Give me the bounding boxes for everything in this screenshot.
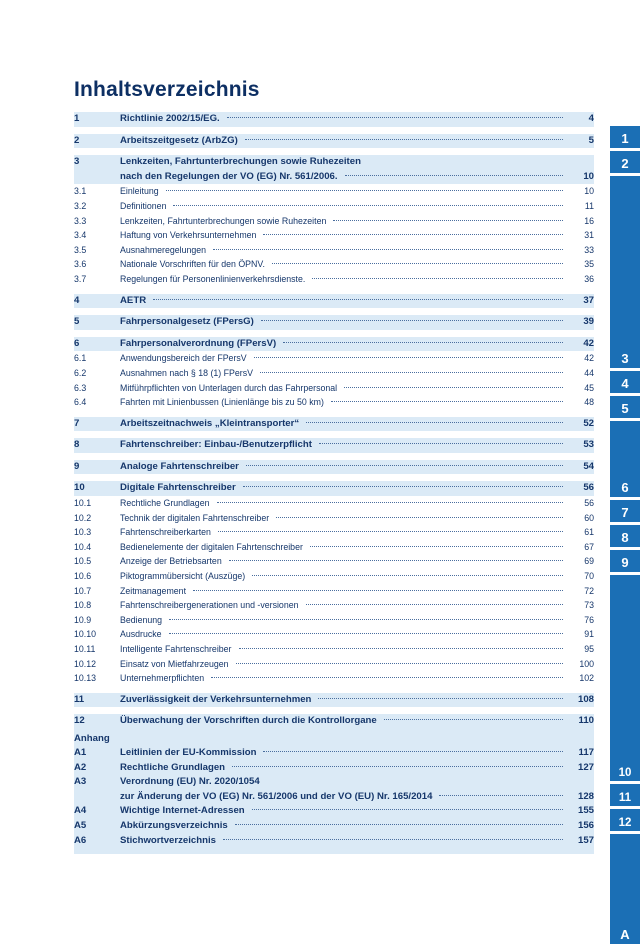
- toc-entry-page: 52: [583, 417, 594, 429]
- leader-dots: [218, 531, 563, 532]
- toc-entry-page: 31: [584, 230, 594, 241]
- toc-entry-number: 5: [74, 316, 80, 328]
- leader-dots: [239, 648, 564, 649]
- toc-entry-number: 3.7: [74, 273, 87, 284]
- toc-entry[interactable]: [74, 540, 594, 555]
- chapter-tab-10[interactable]: [610, 575, 640, 781]
- toc-entry-number: A4: [74, 805, 87, 817]
- toc-entry-number: 9: [74, 460, 80, 472]
- leader-dots: [169, 633, 563, 634]
- toc-entry[interactable]: [74, 243, 594, 258]
- leader-dots: [245, 139, 563, 140]
- toc-entry-page: 69: [584, 556, 594, 567]
- toc-entry-label: Wichtige Internet-Adressen: [120, 805, 245, 817]
- toc-entry-label: Fahrtenschreiberkarten: [120, 527, 211, 538]
- toc-entry[interactable]: [74, 525, 594, 540]
- toc-entry[interactable]: [74, 761, 594, 776]
- toc-entry[interactable]: [74, 671, 594, 686]
- toc-entry-number: 10.2: [74, 512, 92, 523]
- chapter-tab-label: 3: [621, 351, 629, 366]
- toc-entry-label: Fahrpersonalverordnung (FPersV): [120, 337, 277, 349]
- toc-entry-page: 42: [584, 353, 594, 364]
- leader-dots: [261, 320, 563, 321]
- leader-dots: [439, 795, 563, 796]
- toc-entry-page: 91: [584, 629, 594, 640]
- toc-entry-page: 11: [584, 200, 594, 211]
- spacer: [74, 330, 594, 337]
- toc-entry-page: 53: [583, 439, 594, 451]
- chapter-tab-label: 2: [621, 156, 629, 171]
- toc-entry-number: 10.9: [74, 614, 92, 625]
- spacer: [74, 287, 594, 294]
- toc-entry-label: Definitionen: [120, 200, 167, 211]
- toc-entry-label: Anzeige der Betriebsarten: [120, 556, 222, 567]
- toc-entry-number: A6: [74, 834, 87, 846]
- leader-dots: [229, 560, 563, 561]
- toc-entry-page: 48: [584, 397, 594, 408]
- leader-dots: [310, 546, 563, 547]
- toc-entry-page: 39: [583, 316, 594, 328]
- toc-entry-label: Zeitmanagement: [120, 585, 187, 596]
- toc-entry-label: Ausnahmen nach § 18 (1) FPersV: [120, 367, 254, 378]
- toc-entry[interactable]: [74, 598, 594, 613]
- toc-entry-page: 95: [584, 644, 594, 654]
- toc-entry-label: AETR: [120, 294, 147, 306]
- leader-dots: [213, 249, 563, 250]
- toc-entry-label: Rechtliche Grundlagen: [120, 498, 210, 509]
- chapter-tab-12[interactable]: [610, 809, 640, 831]
- toc-entry-label: Arbeitszeitnachweis „Kleintransporter“: [120, 417, 300, 429]
- chapter-tab-label: 8: [621, 530, 629, 545]
- spacer: [74, 453, 594, 460]
- spacer: [74, 431, 594, 438]
- toc-entry-number: 3.5: [74, 244, 87, 255]
- toc-entry-number: 3.1: [74, 186, 87, 197]
- leader-dots: [217, 502, 564, 503]
- toc-entry-number: A2: [74, 761, 87, 773]
- toc-entry-label: Fahrtenschreiber: Einbau-/Benutzerpflicht: [120, 439, 312, 451]
- toc-entry-label: Ausnahmeregelungen: [120, 244, 207, 255]
- toc-entry[interactable]: [74, 460, 594, 475]
- toc-entry-number: 6.4: [74, 397, 87, 408]
- toc-entry[interactable]: [74, 834, 594, 849]
- toc-entry-label: Stichwortverzeichnis: [120, 834, 216, 846]
- toc-entry-number: 10.12: [74, 658, 97, 669]
- toc-entry-number: 2: [74, 134, 80, 146]
- toc-entry-number: A5: [74, 819, 87, 831]
- toc-entry-continuation: [74, 790, 594, 805]
- toc-entry-page: 44: [584, 367, 594, 378]
- toc-entry-number: 8: [74, 439, 80, 451]
- chapter-tab-label: 10: [618, 767, 632, 779]
- toc-entry-number: 11: [74, 693, 85, 705]
- toc-entry[interactable]: [74, 613, 594, 628]
- toc-entry-label: Bedienung: [120, 614, 163, 625]
- chapter-tab-8[interactable]: [610, 525, 640, 547]
- chapter-tab-3[interactable]: [610, 176, 640, 368]
- toc-entry-number: 10.4: [74, 541, 92, 552]
- toc-entry-page: 102: [579, 673, 594, 684]
- toc-entry-page: 72: [584, 585, 594, 596]
- toc-entry-number: 6: [74, 337, 80, 349]
- toc-entry[interactable]: [74, 554, 594, 569]
- toc-entry-number: 10.1: [74, 498, 92, 509]
- toc-entry-label: Ausdrucke: [120, 629, 162, 640]
- toc-entry[interactable]: [74, 569, 594, 584]
- toc-entry[interactable]: [74, 199, 594, 214]
- chapter-tab-label: 4: [621, 376, 629, 391]
- toc-entry[interactable]: [74, 496, 594, 511]
- toc-entry-label: Einleitung: [120, 186, 159, 197]
- toc-entry-page: 110: [578, 715, 594, 727]
- toc-entry[interactable]: [74, 366, 594, 381]
- chapter-tab-strip: [606, 126, 640, 944]
- leader-dots: [169, 619, 563, 620]
- toc-entry-page: 157: [577, 834, 594, 846]
- leader-dots: [263, 751, 563, 752]
- toc-entry-page: 108: [577, 693, 594, 705]
- toc-entry-page: 117: [578, 747, 594, 758]
- chapter-tab-11[interactable]: [610, 784, 640, 806]
- toc-entry-number: 3.3: [74, 215, 87, 226]
- toc-entry-page: 127: [577, 761, 594, 773]
- chapter-tab-label: 5: [621, 401, 629, 416]
- toc-entry-number: 10.11: [74, 644, 96, 654]
- toc-entry[interactable]: [74, 351, 594, 366]
- spacer: [74, 410, 594, 417]
- leader-dots: [193, 590, 563, 591]
- toc-entry-page: 33: [584, 244, 594, 255]
- chapter-tab-6[interactable]: [610, 421, 640, 497]
- toc-entry-number: 10.13: [74, 673, 97, 684]
- toc-entry[interactable]: [74, 417, 594, 432]
- toc-entry-label: Rechtliche Grundlagen: [120, 761, 226, 773]
- leader-dots: [312, 278, 563, 279]
- leader-dots: [235, 824, 563, 825]
- toc-entry-label: Mitführpflichten von Unterlagen durch das Fahrpersonal: [120, 382, 338, 393]
- leader-dots: [252, 809, 563, 810]
- toc-entry-number: 3: [74, 156, 80, 168]
- toc-entry-page: 35: [584, 259, 594, 270]
- toc-entry-label: Zuverlässigkeit der Verkehrsunternehmen: [120, 693, 312, 705]
- toc-entry-number: 1: [74, 113, 80, 124]
- leader-dots: [232, 766, 563, 767]
- leader-dots: [173, 205, 563, 206]
- toc-entry-page: 156: [577, 819, 594, 831]
- spacer: [74, 127, 594, 134]
- toc-entry-label: Digitale Fahrtenschreiber: [120, 482, 236, 494]
- toc-entry-number: A1: [74, 747, 87, 758]
- chapter-tab-4[interactable]: [610, 371, 640, 393]
- toc-entry-number: 3.6: [74, 259, 87, 270]
- spacer: [74, 686, 594, 693]
- toc-entry[interactable]: [74, 315, 594, 330]
- toc-entry-label: Richtlinie 2002/15/EG.: [120, 113, 220, 124]
- leader-dots: [263, 234, 563, 235]
- toc-entry-page: 60: [584, 512, 594, 523]
- toc-entry[interactable]: [74, 337, 594, 352]
- toc-entry-page: 76: [584, 614, 594, 625]
- toc-entry-page: 155: [577, 805, 594, 817]
- appendix-section: [74, 728, 594, 854]
- toc-entry-page: 70: [584, 571, 594, 582]
- toc-entry-label: Fahrtenschreibergenerationen und -versionen: [120, 600, 299, 611]
- toc-entry-label: Einsatz von Mietfahrzeugen: [120, 658, 229, 669]
- toc-entry-page: 4: [588, 113, 594, 124]
- toc-entry-number: A3: [74, 776, 87, 788]
- leader-dots: [236, 663, 563, 664]
- toc-entry-number: 6.2: [74, 367, 87, 378]
- chapter-tab-label: 6: [621, 480, 629, 495]
- toc-entry-number: 10.7: [74, 585, 92, 596]
- toc-entry-label: Intelligente Fahrtenschreiber: [120, 644, 232, 654]
- toc-entry[interactable]: [74, 134, 594, 149]
- leader-dots: [283, 342, 563, 343]
- chapter-tab-9[interactable]: [610, 550, 640, 572]
- toc-entry[interactable]: [74, 584, 594, 599]
- chapter-tab-label: 11: [618, 792, 632, 804]
- toc-entry-page: 56: [583, 482, 594, 494]
- toc-list: [74, 112, 594, 729]
- leader-dots: [260, 372, 563, 373]
- toc-entry[interactable]: [74, 272, 594, 287]
- page-title: Inhaltsverzeichnis: [74, 78, 260, 101]
- chapter-tab-label: A: [620, 927, 630, 942]
- toc-entry-page: 37: [583, 294, 594, 306]
- toc-entry-page: 36: [584, 273, 594, 284]
- leader-dots: [318, 698, 563, 699]
- toc-entry-number: 10.8: [74, 600, 92, 611]
- leader-dots: [306, 422, 563, 423]
- spacer: [74, 474, 594, 481]
- leader-dots: [227, 117, 563, 118]
- toc-entry-number: 10.3: [74, 527, 92, 538]
- toc-entry-page: 100: [579, 658, 594, 669]
- leader-dots: [272, 263, 563, 264]
- spacer: [74, 148, 594, 155]
- toc-entry[interactable]: [74, 511, 594, 526]
- chapter-tab-1[interactable]: [610, 126, 640, 148]
- toc-entry[interactable]: [74, 657, 594, 672]
- chapter-tab-2[interactable]: [610, 151, 640, 173]
- leader-dots: [246, 465, 563, 466]
- toc-entry-number: 10.6: [74, 571, 92, 582]
- toc-entry-label: Fahrten mit Linienbussen (Linienlänge bis zu 50 km): [120, 397, 324, 408]
- toc-entry-number: 12: [74, 715, 85, 727]
- leader-dots: [252, 575, 563, 576]
- leader-dots: [166, 190, 563, 191]
- leader-dots: [243, 486, 563, 487]
- chapter-tab-label: 1: [621, 131, 629, 146]
- chapter-tab-5[interactable]: [610, 396, 640, 418]
- toc-entry-page: 10: [583, 170, 594, 182]
- leader-dots: [384, 719, 563, 720]
- toc-entry-label-line2: nach den Regelungen der VO (EG) Nr. 561/2006.: [120, 170, 338, 182]
- toc-entry[interactable]: [74, 155, 594, 170]
- toc-entry[interactable]: [74, 775, 594, 790]
- leader-dots: [153, 299, 563, 300]
- chapter-tab-7[interactable]: [610, 500, 640, 522]
- appendix-heading: Anhang: [74, 733, 110, 744]
- chapter-tab-label: 9: [621, 555, 629, 570]
- toc-entry[interactable]: [74, 714, 594, 729]
- toc-entry-page: 54: [583, 460, 594, 472]
- toc-entry-page: 73: [584, 600, 594, 611]
- toc-entry-page: 10: [584, 186, 594, 197]
- toc-entry-label: Haftung von Verkehrsunternehmen: [120, 230, 257, 241]
- toc-entry[interactable]: [74, 214, 594, 229]
- toc-entry[interactable]: [74, 381, 594, 396]
- toc-entry[interactable]: [74, 627, 594, 642]
- chapter-tab-label: 7: [621, 505, 629, 520]
- toc-entry[interactable]: [74, 184, 594, 199]
- toc-entry-number: 4: [74, 294, 80, 306]
- toc-entry-page: 16: [584, 215, 594, 226]
- spacer: [74, 308, 594, 315]
- toc-entry[interactable]: [74, 395, 594, 410]
- leader-dots: [276, 517, 563, 518]
- toc-entry-label: Abkürzungsverzeichnis: [120, 819, 228, 831]
- leader-dots: [306, 604, 564, 605]
- toc-entry-label: Unternehmerpflichten: [120, 673, 205, 684]
- toc-entry[interactable]: [74, 228, 594, 243]
- toc-entry-label: Arbeitszeitgesetz (ArbZG): [120, 134, 238, 146]
- leader-dots: [254, 357, 563, 358]
- toc-entry[interactable]: [74, 693, 594, 708]
- toc-entry-page: 56: [584, 498, 594, 509]
- toc-entry-number: 10: [74, 482, 85, 494]
- toc-entry-label: Fahrpersonalgesetz (FPersG): [120, 316, 254, 328]
- toc-entry-number: 3.2: [74, 200, 87, 211]
- toc-entry-page: 128: [577, 790, 594, 802]
- toc-entry-number: 6.3: [74, 382, 87, 393]
- toc-entry-page: 61: [584, 527, 594, 538]
- chapter-tab-appendix[interactable]: [610, 834, 640, 944]
- toc-entry[interactable]: [74, 804, 594, 819]
- toc-entry[interactable]: [74, 112, 594, 127]
- toc-entry-page: 45: [584, 382, 594, 393]
- leader-dots: [319, 443, 563, 444]
- toc-entry-label: Lenkzeiten, Fahrtunterbrechungen sowie Ruhezeiten: [120, 156, 361, 168]
- leader-dots: [211, 677, 563, 678]
- toc-entry-number: 3.4: [74, 230, 87, 241]
- spacer: [74, 707, 594, 714]
- toc-entry-label: Bedienelemente der digitalen Fahrtenschreiber: [120, 541, 303, 552]
- leader-dots: [223, 839, 563, 840]
- toc-entry[interactable]: [74, 746, 594, 761]
- toc-entry-label: Überwachung der Vorschriften durch die Kontrollorgane: [120, 715, 377, 727]
- toc-entry-number: 10.5: [74, 556, 92, 567]
- toc-entry[interactable]: [74, 642, 594, 657]
- toc-entry-label: Regelungen für Personenlinienverkehrsdienste.: [120, 273, 306, 284]
- toc-entry-continuation: [74, 170, 594, 185]
- toc-entry[interactable]: [74, 438, 594, 453]
- toc-entry-page: 67: [584, 541, 594, 552]
- toc-entry[interactable]: [74, 257, 594, 272]
- toc-entry-label: Analoge Fahrtenschreiber: [120, 460, 239, 472]
- toc-entry-label: Nationale Vorschriften für den ÖPNV.: [120, 259, 265, 270]
- toc-entry[interactable]: [74, 481, 594, 496]
- toc-entry-label: Lenkzeiten, Fahrtunterbrechungen sowie Ruhezeiten: [120, 215, 327, 226]
- toc-entry[interactable]: [74, 819, 594, 834]
- toc-entry-page: 5: [588, 134, 594, 146]
- toc-entry-label: Anwendungsbereich der FPersV: [120, 353, 247, 364]
- leader-dots: [344, 387, 563, 388]
- toc-entry-label: Verordnung (EU) Nr. 2020/1054: [120, 776, 260, 788]
- toc-entry-number: 6.1: [74, 353, 87, 364]
- toc-entry-label: Piktogrammübersicht (Auszüge): [120, 571, 246, 582]
- leader-dots: [333, 220, 563, 221]
- leader-dots: [345, 175, 563, 176]
- toc-entry-number: 7: [74, 417, 80, 429]
- chapter-tab-label: 12: [618, 817, 632, 829]
- toc-entry[interactable]: [74, 294, 594, 309]
- toc-entry-label: Technik der digitalen Fahrtenschreiber: [120, 512, 270, 523]
- toc-entry-label: Leitlinien der EU-Kommission: [120, 747, 257, 758]
- toc-entry-page: 42: [583, 337, 594, 349]
- toc-entry-number: 10.10: [74, 629, 97, 640]
- leader-dots: [331, 401, 563, 402]
- toc-entry-label-line2: zur Änderung der VO (EG) Nr. 561/2006 und der VO (EU) Nr. 165/2014: [120, 790, 433, 802]
